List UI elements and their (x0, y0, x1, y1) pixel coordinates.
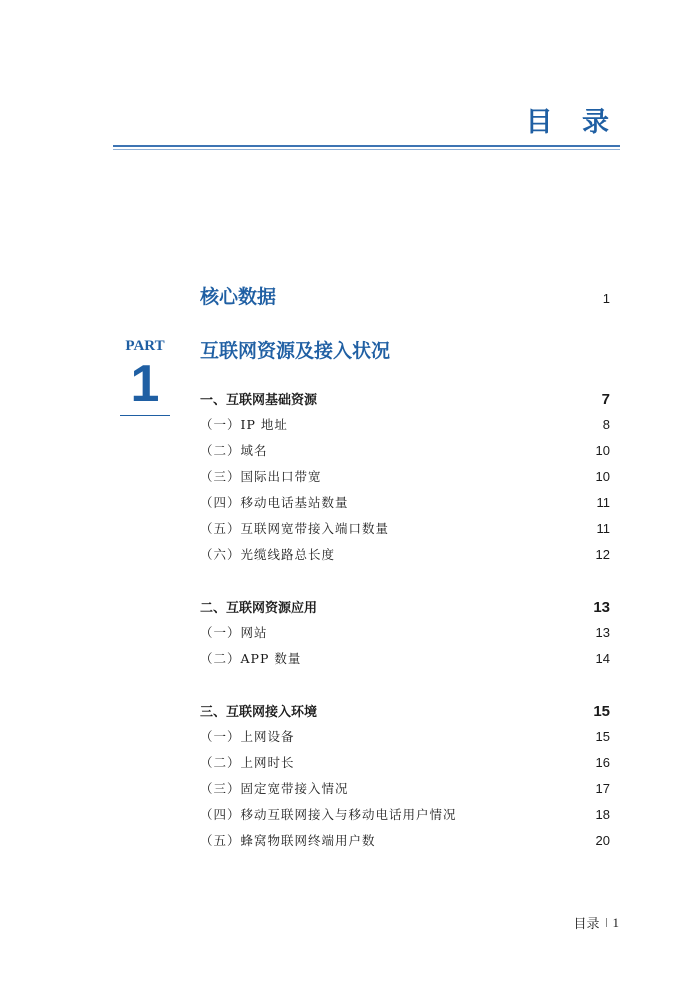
toc-section-entry[interactable] (200, 701, 610, 720)
toc-item[interactable] (200, 805, 610, 823)
toc-item[interactable] (200, 831, 610, 849)
part-label: PART (125, 338, 165, 354)
toc-item-label: （一）IP 地址 (200, 417, 288, 432)
toc-item[interactable] (200, 649, 610, 667)
toc-part-title-entry[interactable] (200, 336, 610, 363)
toc-item-label: （五）蜂窝物联网终端用户数 (200, 833, 376, 848)
toc-section-title: 一、互联网基础资源 (200, 393, 318, 408)
toc-item[interactable] (200, 545, 610, 563)
toc-section-page: 15 (593, 703, 610, 720)
toc-item-page: 13 (595, 625, 610, 640)
toc-item[interactable] (200, 493, 610, 511)
title-rule-thin (113, 149, 620, 150)
footer-label: 目录 (573, 917, 600, 932)
toc-item[interactable] (200, 415, 610, 433)
toc-item-label: （五）互联网宽带接入端口数量 (200, 521, 390, 536)
toc-item-page: 18 (595, 807, 610, 822)
toc-item-page: 11 (596, 495, 610, 510)
toc-core-entry[interactable] (200, 282, 610, 309)
toc-item-page: 10 (595, 443, 610, 458)
toc-item-page: 10 (595, 469, 610, 484)
toc-item-page: 8 (602, 417, 610, 432)
toc-item-label: （三）固定宽带接入情况 (200, 781, 349, 796)
page-footer (573, 913, 619, 932)
toc-item-label: （四）移动互联网接入与移动电话用户情况 (200, 807, 457, 822)
toc-item-page: 14 (595, 651, 610, 666)
toc-section-page: 13 (593, 599, 610, 616)
title-rule (113, 145, 620, 147)
toc-item[interactable] (200, 623, 610, 641)
toc-item[interactable] (200, 779, 610, 797)
toc-section-page: 7 (601, 391, 610, 408)
toc-section-title: 二、互联网资源应用 (200, 601, 318, 616)
part-rule (120, 415, 170, 416)
page-title: 目 录 (525, 107, 619, 138)
toc-item-page: 12 (595, 547, 610, 562)
toc-item-label: （三）国际出口带宽 (200, 469, 322, 484)
toc-item-page: 15 (595, 729, 610, 744)
toc-item-label: （六）光缆线路总长度 (200, 547, 336, 562)
toc-item-label: （二）APP 数量 (200, 651, 302, 666)
toc-item-page: 11 (596, 521, 610, 536)
toc-item[interactable] (200, 467, 610, 485)
toc-item[interactable] (200, 753, 610, 771)
toc-item[interactable] (200, 519, 610, 537)
footer-page-number: 1 (612, 914, 619, 930)
footer-divider (606, 918, 607, 927)
toc-part-title: 互联网资源及接入状况 (200, 340, 391, 362)
toc-item-label: （一）网站 (200, 625, 268, 640)
toc-item-label: （二）域名 (200, 443, 268, 458)
toc-section-title: 三、互联网接入环境 (200, 705, 318, 720)
toc-core-label: 核心数据 (200, 286, 277, 308)
toc-item-page: 17 (595, 781, 610, 796)
toc-core-page: 1 (602, 291, 610, 306)
toc-item[interactable] (200, 727, 610, 745)
toc-item-page: 20 (595, 833, 610, 848)
toc-item-label: （二）上网时长 (200, 755, 295, 770)
toc-item-page: 16 (595, 755, 610, 770)
toc-section-entry[interactable] (200, 597, 610, 616)
part-badge (119, 338, 171, 416)
toc-item-label: （一）上网设备 (200, 729, 295, 744)
toc-section-entry[interactable] (200, 389, 610, 408)
toc-item[interactable] (200, 441, 610, 459)
part-number: 1 (130, 355, 160, 413)
toc-item-label: （四）移动电话基站数量 (200, 495, 349, 510)
